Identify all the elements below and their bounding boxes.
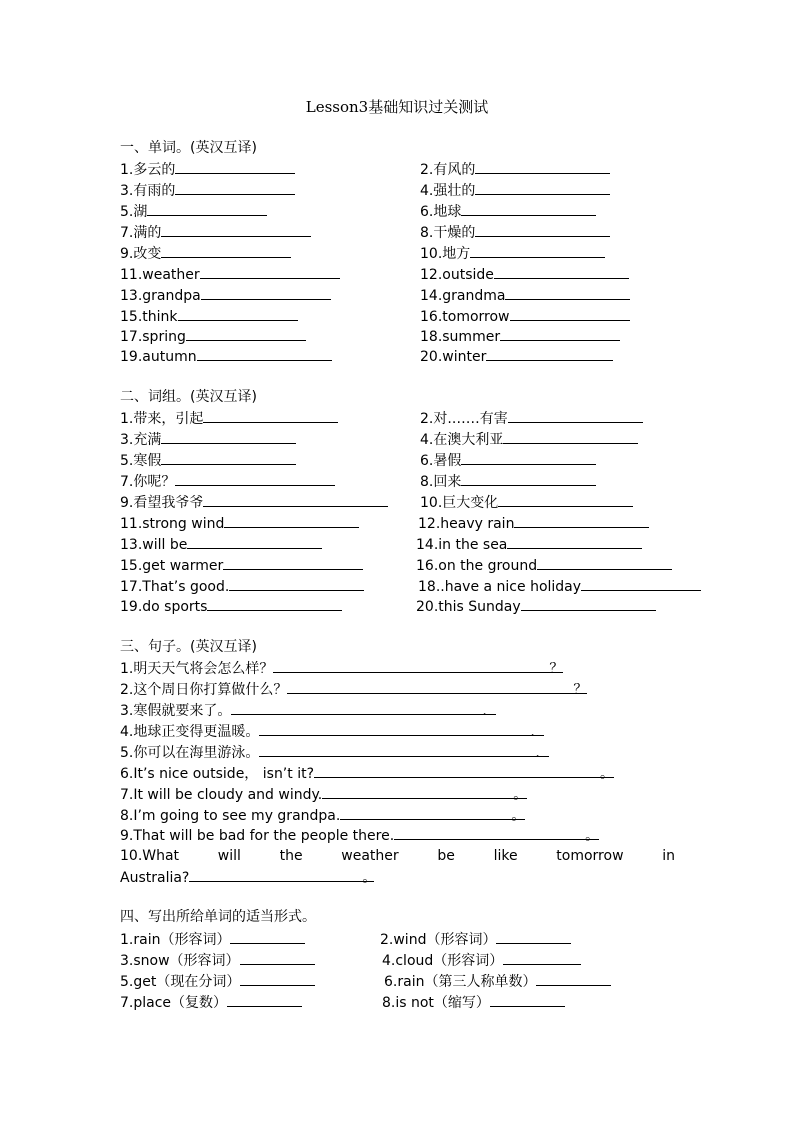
answer-blank[interactable]	[161, 223, 311, 237]
answer-blank[interactable]	[175, 181, 295, 195]
answer-blank[interactable]	[201, 286, 331, 300]
word-item	[120, 202, 267, 221]
sentence-end-mark: 。	[585, 828, 600, 844]
word-item	[120, 244, 291, 263]
answer-blank[interactable]	[314, 764, 614, 778]
sentence-item	[120, 680, 587, 699]
word-item-label: 16.tomorrow	[420, 309, 510, 325]
answer-blank[interactable]	[498, 493, 633, 507]
sentence-item-label: 8.I’m going to see my grandpa.	[120, 808, 341, 824]
phrase-item-label: 3.充满	[120, 432, 162, 448]
phrase-item-label: 10.巨大变化	[420, 495, 499, 511]
form-item-label: 3.snow（形容词）	[120, 953, 240, 969]
section-heading-phrases: 二、词组。(英汉互译)	[120, 389, 257, 405]
form-item-label: 2.wind（形容词）	[380, 932, 497, 948]
word-item	[420, 286, 630, 305]
answer-blank[interactable]	[240, 951, 315, 965]
answer-blank[interactable]	[470, 244, 605, 258]
word-item	[420, 265, 629, 284]
phrase-item-label: 5.寒假	[120, 453, 162, 469]
sentence-10-word: weather	[341, 848, 399, 864]
answer-blank[interactable]	[500, 327, 620, 341]
word-item-label: 17.spring	[120, 329, 186, 345]
word-item	[420, 160, 610, 179]
answer-blank[interactable]	[207, 597, 342, 611]
phrase-item	[420, 430, 638, 449]
word-item	[420, 181, 610, 200]
answer-blank[interactable]	[178, 307, 298, 321]
sentence-10-line-1	[120, 847, 675, 865]
answer-blank[interactable]	[161, 430, 296, 444]
answer-blank[interactable]	[229, 577, 364, 591]
answer-blank[interactable]	[259, 743, 549, 757]
sentence-end-mark: .	[530, 724, 535, 740]
word-item	[420, 244, 605, 263]
answer-blank[interactable]	[537, 556, 672, 570]
answer-blank[interactable]	[490, 993, 565, 1007]
phrase-item	[120, 409, 338, 428]
answer-blank[interactable]	[475, 160, 610, 174]
word-item-label: 1.多云的	[120, 162, 176, 178]
word-item-label: 8.干燥的	[420, 225, 476, 241]
form-item	[384, 972, 611, 991]
word-item	[420, 223, 610, 242]
sentence-item-label: 5.你可以在海里游泳。	[120, 745, 260, 761]
phrase-item-label: 13.will be	[120, 537, 188, 553]
word-item-label: 15.think	[120, 309, 178, 325]
phrase-item-label: 11.strong wind	[120, 516, 225, 532]
answer-blank[interactable]	[494, 265, 629, 279]
word-item-label: 11.weather	[120, 267, 200, 283]
word-item	[120, 286, 331, 305]
answer-blank[interactable]	[475, 181, 610, 195]
phrase-item	[120, 451, 296, 470]
form-item	[380, 930, 571, 949]
phrase-item-label: 14.in the sea	[416, 537, 508, 553]
phrase-item	[418, 514, 649, 533]
phrase-item-label: 17.That’s good.	[120, 579, 230, 595]
answer-blank[interactable]	[175, 160, 295, 174]
phrase-item-label: 12.heavy rain	[418, 516, 515, 532]
word-item-label: 14.grandma	[420, 288, 506, 304]
answer-blank[interactable]	[486, 347, 613, 361]
sentence-item	[120, 764, 614, 783]
answer-blank[interactable]	[505, 286, 630, 300]
sentence-10-word: tomorrow	[556, 848, 624, 864]
sentence-item-label: 1.明天天气将会怎么样？	[120, 661, 274, 677]
phrase-item	[120, 472, 335, 491]
phrase-item	[416, 556, 672, 575]
sentence-item	[120, 743, 540, 762]
phrase-item	[416, 597, 656, 616]
phrase-item	[418, 577, 701, 596]
word-item-label: 4.强壮的	[420, 183, 476, 199]
answer-blank[interactable]	[240, 972, 315, 986]
word-item-label: 9.改变	[120, 246, 162, 262]
sentence-10-word: will	[217, 848, 241, 864]
form-item-label: 6.rain（第三人称单数）	[384, 974, 537, 990]
word-item-label: 10.地方	[420, 246, 471, 262]
answer-blank[interactable]	[496, 930, 571, 944]
phrase-item	[420, 409, 643, 428]
sentence-10-word: like	[493, 848, 518, 864]
form-item	[382, 993, 565, 1012]
answer-blank[interactable]	[203, 409, 338, 423]
answer-blank[interactable]	[461, 451, 596, 465]
phrase-item-label: 20.this Sunday	[416, 599, 521, 615]
answer-blank[interactable]	[503, 951, 581, 965]
word-item-label: 6.地球	[420, 204, 462, 220]
answer-blank[interactable]	[536, 972, 611, 986]
word-item-label: 2.有风的	[420, 162, 476, 178]
phrase-item-label: 9.看望我爷爷	[120, 495, 204, 511]
answer-blank[interactable]	[197, 347, 332, 361]
answer-blank[interactable]	[147, 202, 267, 216]
phrase-item	[120, 597, 342, 616]
phrase-item	[420, 451, 596, 470]
phrase-item-label: 7.你呢？	[120, 474, 176, 490]
answer-blank[interactable]	[340, 806, 525, 820]
page-title: Lesson3基础知识过关测试	[305, 98, 489, 116]
phrase-item	[120, 577, 364, 596]
form-item-label: 8.is not（缩写）	[382, 995, 490, 1011]
phrase-item	[120, 556, 363, 575]
form-item-label: 5.get（现在分词）	[120, 974, 241, 990]
word-item	[420, 347, 613, 366]
answer-blank[interactable]	[507, 535, 642, 549]
form-item-label: 7.place（复数）	[120, 995, 228, 1011]
sentence-end-mark: ？	[573, 682, 588, 698]
sentence-item	[120, 659, 563, 678]
word-item-label: 12.outside	[420, 267, 494, 283]
answer-blank[interactable]	[259, 722, 544, 736]
word-item-label: 3.有雨的	[120, 183, 176, 199]
sentence-end-mark: 。	[513, 787, 528, 803]
form-item	[382, 951, 581, 970]
answer-blank[interactable]	[322, 785, 527, 799]
phrase-item-label: 19.do sports	[120, 599, 208, 615]
phrase-item	[420, 472, 596, 491]
answer-blank[interactable]	[187, 535, 322, 549]
form-item-label: 1.rain（形容词）	[120, 932, 231, 948]
word-item	[120, 307, 298, 326]
answer-blank[interactable]	[224, 514, 359, 528]
answer-blank[interactable]	[394, 826, 599, 840]
phrase-item	[120, 535, 322, 554]
phrase-item-label: 18..have a nice holiday	[418, 579, 582, 595]
sentence-end-mark: 。	[600, 766, 615, 782]
form-item	[120, 993, 302, 1012]
answer-blank[interactable]	[514, 514, 649, 528]
answer-blank[interactable]	[189, 868, 374, 882]
sentence-10-word: 10.What	[120, 848, 180, 864]
word-item	[120, 160, 295, 179]
answer-blank[interactable]	[227, 993, 302, 1007]
word-item-label: 5.湖	[120, 204, 148, 220]
word-item-label: 7.满的	[120, 225, 162, 241]
sentence-10-word: in	[662, 848, 675, 864]
form-item	[120, 930, 305, 949]
sentence-end-mark: .	[535, 745, 540, 761]
sentence-item	[120, 701, 487, 720]
sentence-10-tail: Australia?	[120, 870, 190, 886]
sentence-item-label: 6.It’s nice outside， isn’t it?	[120, 766, 315, 782]
sentence-item-label: 2.这个周日你打算做什么？	[120, 682, 288, 698]
section-heading-words: 一、单词。(英汉互译)	[120, 140, 257, 156]
answer-blank[interactable]	[223, 556, 363, 570]
answer-blank[interactable]	[175, 472, 335, 486]
answer-blank[interactable]	[510, 307, 630, 321]
word-item	[420, 202, 596, 221]
answer-blank[interactable]	[186, 327, 306, 341]
word-item-label: 19.autumn	[120, 349, 197, 365]
form-item	[120, 972, 315, 991]
sentence-item	[120, 806, 525, 825]
answer-blank[interactable]	[230, 930, 305, 944]
sentence-10-line-2	[120, 868, 376, 887]
word-item-label: 13.grandpa	[120, 288, 201, 304]
phrase-item-label: 8.回来	[420, 474, 462, 490]
sentence-10-word: the	[279, 848, 303, 864]
answer-blank[interactable]	[475, 223, 610, 237]
answer-blank[interactable]	[231, 701, 496, 715]
phrase-item-label: 2.对.……有害	[420, 411, 508, 427]
sentence-end-mark: .	[482, 703, 487, 719]
answer-blank[interactable]	[461, 202, 596, 216]
form-item	[120, 951, 315, 970]
word-item	[120, 327, 306, 346]
sentence-item-label: 3.寒假就要来了。	[120, 703, 232, 719]
word-item	[120, 223, 311, 242]
answer-blank[interactable]	[200, 265, 340, 279]
word-item-label: 18.summer	[420, 329, 501, 345]
word-item	[120, 347, 332, 366]
phrase-item-label: 16.on the ground	[416, 558, 538, 574]
phrase-item-label: 4.在澳大利亚	[420, 432, 504, 448]
sentence-item	[120, 722, 535, 741]
sentence-end-mark: 。	[511, 808, 526, 824]
answer-blank[interactable]	[503, 430, 638, 444]
answer-blank[interactable]	[508, 409, 643, 423]
sentence-item	[120, 826, 599, 845]
answer-blank[interactable]	[287, 680, 587, 694]
section-heading-sentences: 三、句子。(英汉互译)	[120, 639, 257, 655]
answer-blank[interactable]	[203, 493, 388, 507]
phrase-item	[120, 430, 296, 449]
word-item	[420, 327, 620, 346]
answer-blank[interactable]	[461, 472, 596, 486]
answer-blank[interactable]	[161, 244, 291, 258]
sentence-10-word: be	[437, 848, 455, 864]
sentence-item	[120, 785, 527, 804]
form-item-label: 4.cloud（形容词）	[382, 953, 504, 969]
phrase-item-label: 15.get warmer	[120, 558, 224, 574]
sentence-item-label: 7.It will be cloudy and windy.	[120, 787, 323, 803]
sentence-10-end: 。	[362, 870, 377, 886]
word-item-label: 20.winter	[420, 349, 487, 365]
phrase-item-label: 6.暑假	[420, 453, 462, 469]
section-heading-forms: 四、写出所给单词的适当形式。	[120, 909, 316, 925]
phrase-item	[120, 514, 359, 533]
word-item	[420, 307, 630, 326]
answer-blank[interactable]	[161, 451, 296, 465]
answer-blank[interactable]	[581, 577, 701, 591]
phrase-item-label: 1.带来，引起	[120, 411, 204, 427]
sentence-item-label: 9.That will be bad for the people there.	[120, 828, 395, 844]
word-item	[120, 265, 340, 284]
sentence-end-mark: ？	[549, 661, 564, 677]
sentence-item-label: 4.地球正变得更温暖。	[120, 724, 260, 740]
phrase-item	[416, 535, 642, 554]
phrase-item	[120, 493, 388, 512]
answer-blank[interactable]	[273, 659, 563, 673]
word-item	[120, 181, 295, 200]
phrase-item	[420, 493, 633, 512]
answer-blank[interactable]	[521, 597, 656, 611]
